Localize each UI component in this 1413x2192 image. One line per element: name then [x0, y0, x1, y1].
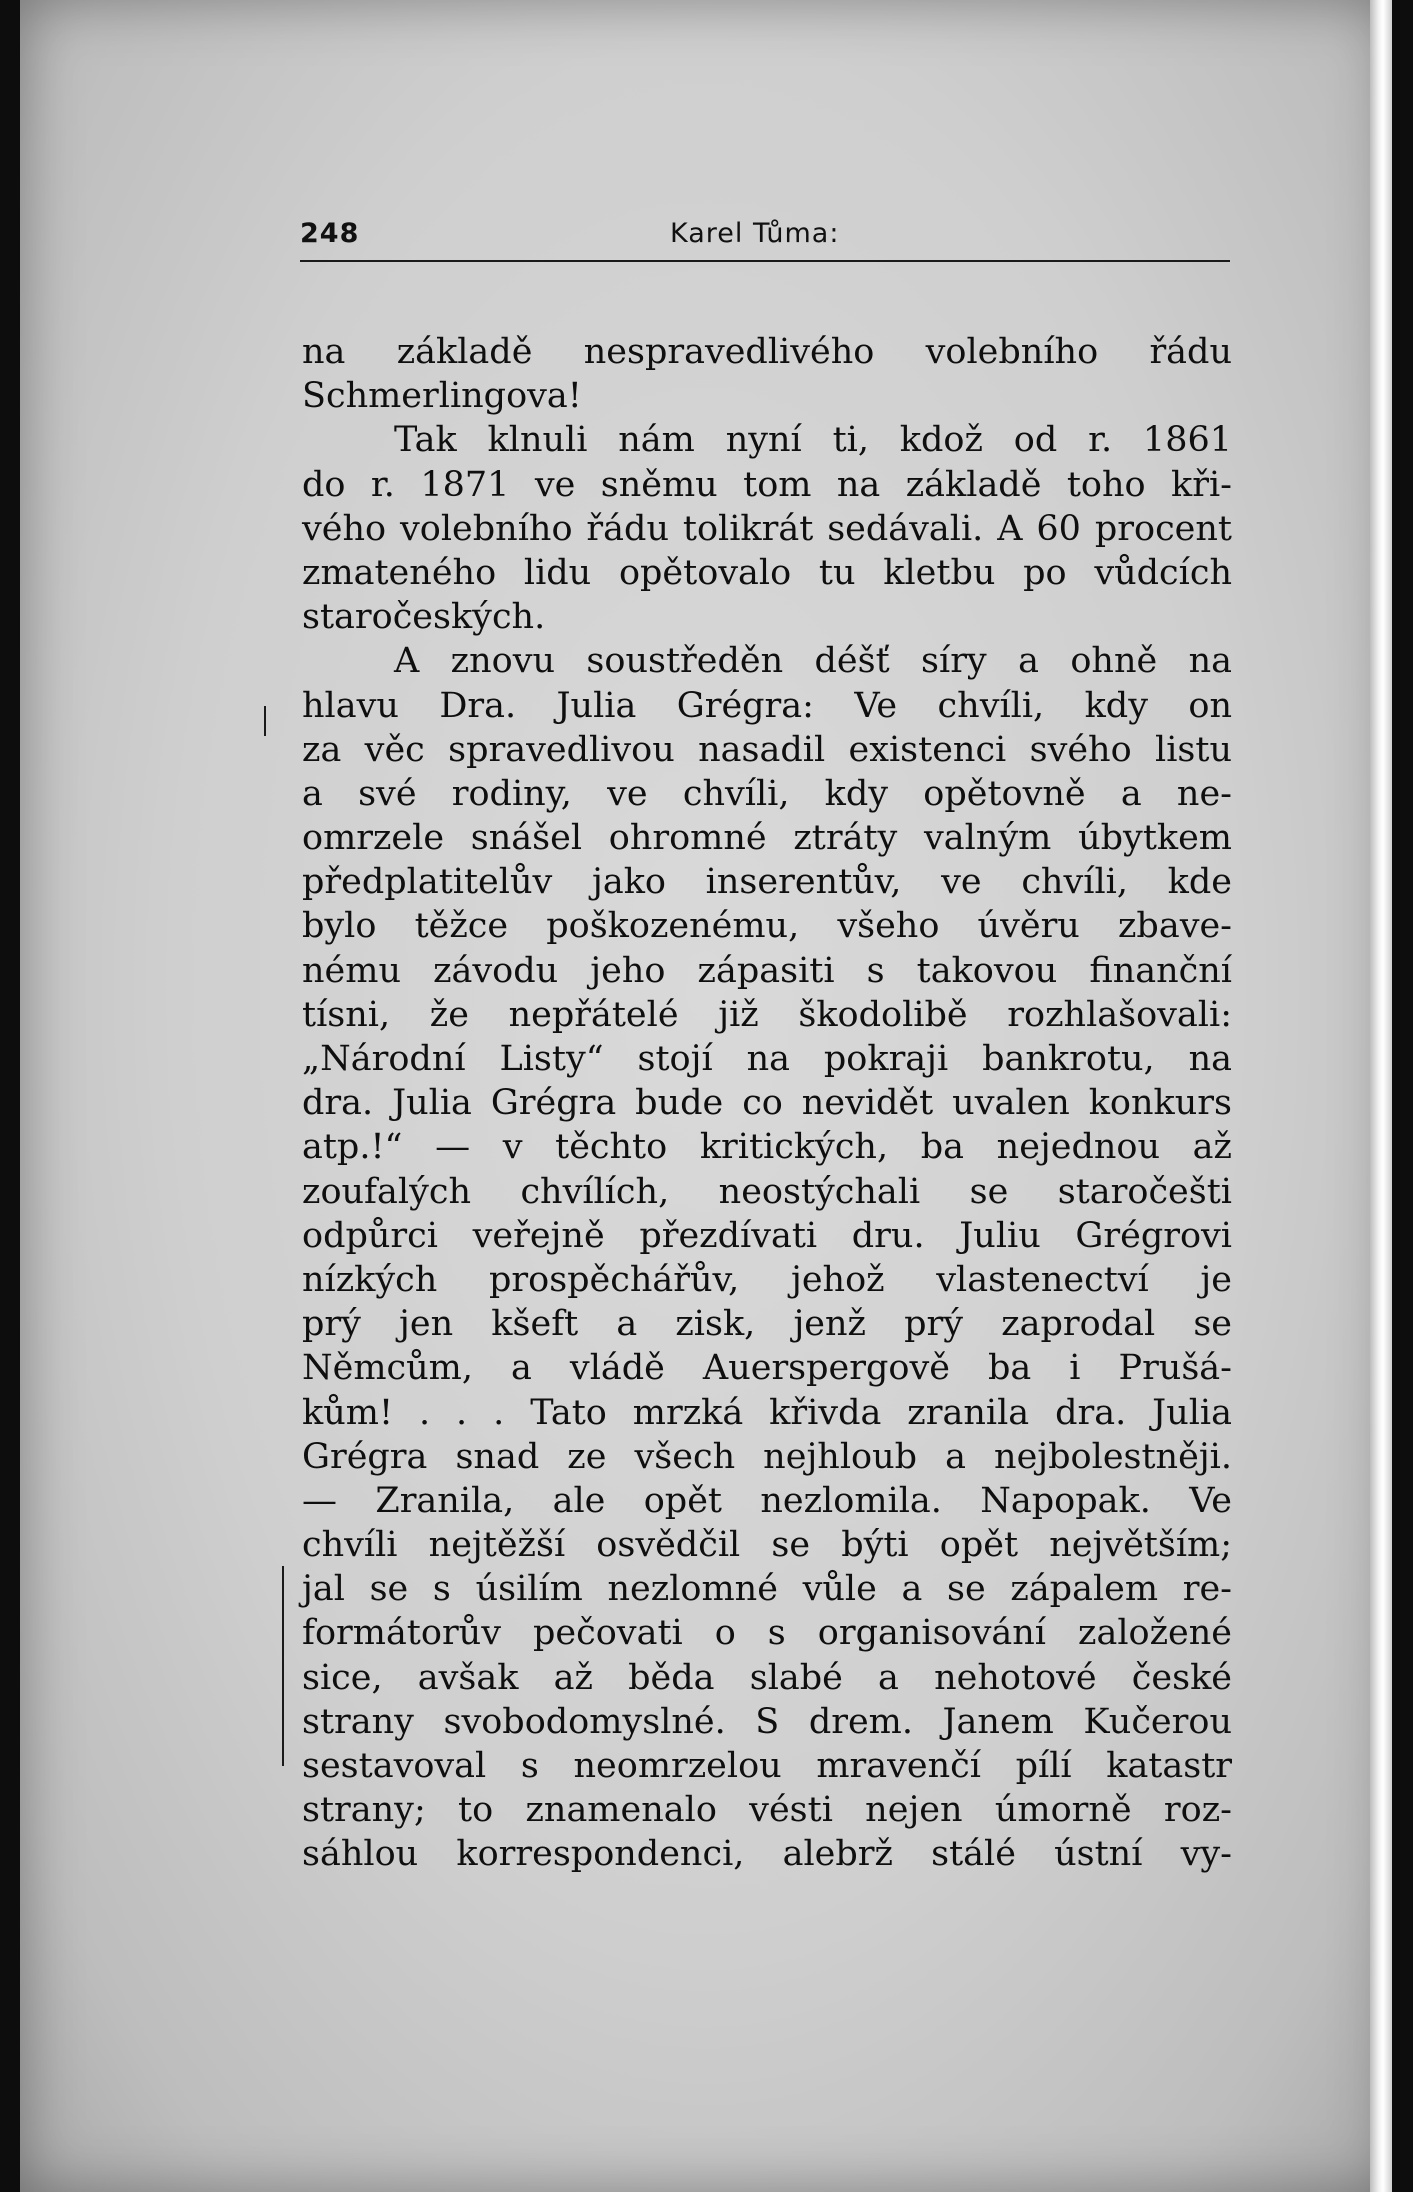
- text-line: prý jen kšeft a zisk, jenž prý zaprodal se: [302, 1304, 1232, 1345]
- body-text: [302, 330, 1232, 1877]
- text-line: Němcům, a vládě Auerspergově ba i Prušá-: [302, 1348, 1232, 1389]
- text-line: Tak klnuli nám nyní ti, kdož od r. 1861: [394, 420, 1232, 461]
- text-line: A znovu soustředěn déšť síry a ohně na: [394, 641, 1232, 682]
- text-line: do r. 1871 ve sněmu tom na základě toho kři-: [302, 464, 1232, 505]
- text-line: sáhlou korrespondenci, alebrž stálé ústní vy-: [302, 1834, 1232, 1875]
- text-line: sestavoval s neomrzelou mravenčí pílí katastr: [302, 1746, 1232, 1786]
- text-line: na základě nespravedlivého volebního řádu: [302, 332, 1232, 372]
- text-line: jal se s úsilím nezlomné vůle a se zápalem re-: [302, 1569, 1232, 1610]
- text-line: bylo těžce poškozenému, všeho úvěru zbave-: [302, 906, 1232, 947]
- text-line: tísni, že nepřátelé již škodolibě rozhlašovali:: [302, 994, 1232, 1035]
- text-line: za věc spravedlivou nasadil existenci svého listu: [302, 729, 1232, 770]
- text-line: atp.!“ — v těchto kritických, ba nejednou až: [302, 1127, 1232, 1168]
- book-page: [20, 0, 1392, 2192]
- margin-mark: [264, 706, 266, 736]
- text-line: vého volebního řádu tolikrát sedávali. A 60 procent: [302, 508, 1232, 549]
- margin-mark: [282, 1566, 284, 1766]
- text-line: strany; to znamenalo vésti nejen úmorně roz-: [302, 1790, 1232, 1831]
- text-line: dra. Julia Grégra bude co nevidět uvalen konkurs: [302, 1083, 1232, 1124]
- text-line: kům! . . . Tato mrzká křivda zranila dra. Julia: [302, 1392, 1232, 1433]
- page-edge: [1370, 0, 1392, 2192]
- text-line: formátorův pečovati o s organisování založené: [302, 1613, 1232, 1654]
- page-header: [300, 218, 1230, 262]
- page-number: 248: [300, 218, 360, 249]
- text-line: nému závodu jeho zápasiti s takovou finanční: [302, 950, 1232, 991]
- text-line: Schmerlingova!: [302, 376, 582, 417]
- text-line: nízkých prospěchářův, jehož vlastenectví je: [302, 1259, 1232, 1300]
- text-line: sice, avšak až běda slabé a nehotové české: [302, 1657, 1232, 1698]
- text-line: předplatitelův jako inserentův, ve chvíli, kde: [302, 862, 1232, 903]
- text-line: odpůrci veřejně přezdívati dru. Juliu Grégrovi: [302, 1215, 1232, 1256]
- running-head: Karel Tůma:: [670, 218, 840, 249]
- text-line: chvíli nejtěžší osvědčil se býti opět největším;: [302, 1525, 1232, 1566]
- text-line: zoufalých chvílích, neostýchali se staročešti: [302, 1171, 1232, 1212]
- text-line: a své rodiny, ve chvíli, kdy opětovně a ne-: [302, 773, 1232, 814]
- text-line: „Národní Listy“ stojí na pokraji bankrotu, na: [302, 1039, 1232, 1079]
- text-line: strany svobodomyslné. S drem. Janem Kučerou: [302, 1701, 1232, 1742]
- text-line: omrzele snášel ohromné ztráty valným úbytkem: [302, 818, 1232, 859]
- text-line: zmateného lidu opětovalo tu kletbu po vůdcích: [302, 552, 1232, 593]
- text-line: hlavu Dra. Julia Grégra: Ve chvíli, kdy on: [302, 685, 1232, 726]
- text-line: Grégra snad ze všech nejhloub a nejbolestněji.: [302, 1436, 1232, 1477]
- text-line: — Zranila, ale opět nezlomila. Napopak. Ve: [302, 1480, 1232, 1521]
- text-line: staročeských.: [302, 597, 546, 638]
